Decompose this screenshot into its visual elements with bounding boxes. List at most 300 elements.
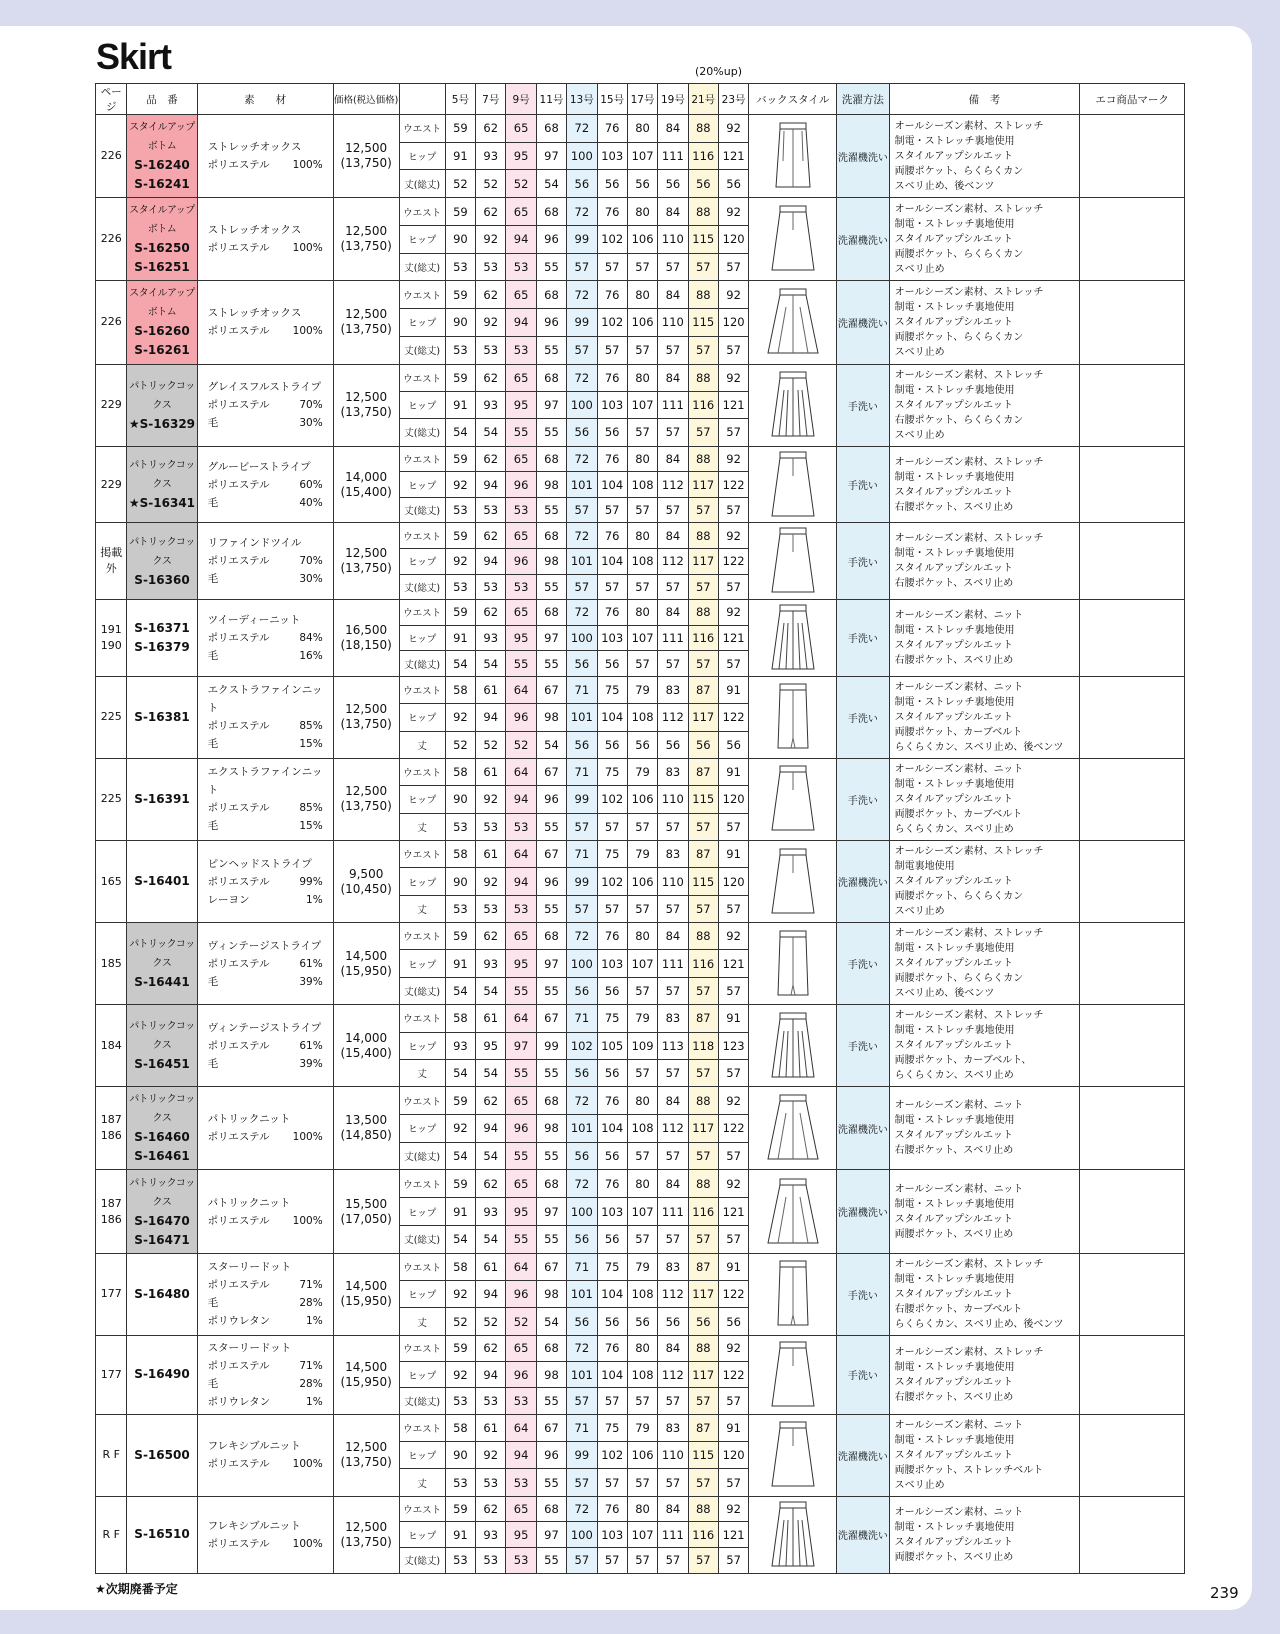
size-value: 57	[718, 1142, 748, 1170]
size-value: 87	[688, 676, 718, 703]
size-value: 93	[476, 1198, 506, 1226]
size-value: 94	[476, 1115, 506, 1143]
size-value: 84	[658, 1496, 688, 1522]
material-line	[208, 396, 333, 414]
note-line: オールシーズン素材、ストレッチ	[894, 456, 1044, 468]
size-value: 71	[567, 1414, 597, 1441]
size-value: 54	[445, 1142, 475, 1170]
size-value: 72	[567, 600, 597, 626]
size-value: 111	[658, 1522, 688, 1548]
eco-mark-cell	[1080, 1087, 1185, 1170]
product-code-cell	[127, 115, 197, 198]
note-line: スタイルアップシルエット	[894, 639, 1013, 651]
material-line	[208, 1517, 333, 1535]
size-value: 68	[536, 1496, 566, 1522]
measure-label: 丈(総丈)	[399, 497, 445, 523]
size-value: 117	[688, 1115, 718, 1143]
size-value: 107	[627, 142, 657, 170]
note-line: オールシーズン素材、ストレッチ	[894, 286, 1044, 298]
price: 12,500	[345, 224, 388, 239]
product-page-cell	[96, 523, 127, 600]
material-name: 毛	[207, 1297, 219, 1310]
material-line	[208, 1212, 333, 1230]
size-value: 68	[536, 1335, 566, 1361]
skirt-back-illustration	[749, 370, 836, 440]
back-style-cell	[749, 600, 837, 677]
size-value: 64	[506, 1414, 536, 1441]
price-tax: (13,750)	[340, 322, 392, 337]
back-style-cell	[749, 115, 837, 198]
material-line	[208, 717, 333, 735]
size-value: 112	[658, 704, 688, 731]
material-name: ポリエステル	[207, 875, 270, 888]
header-size: 15号	[597, 84, 627, 115]
note-line: 両腰ポケット、カーブベルト	[894, 726, 1023, 738]
note-cell	[889, 600, 1080, 677]
price: 9,500	[348, 866, 384, 881]
size-value: 57	[718, 1469, 748, 1496]
size-value: 54	[445, 977, 475, 1004]
measure-label: 丈(総丈)	[399, 651, 445, 677]
series-name: パトリックコックス	[129, 939, 195, 970]
size-value: 100	[567, 950, 597, 977]
size-value: 53	[476, 895, 506, 922]
note-line: 右腰ポケット、スベリ止め	[894, 1391, 1014, 1403]
note-cell	[889, 1253, 1080, 1335]
note-line: 右腰ポケット、スベリ止め	[894, 578, 1014, 590]
page-ref: 掲載外	[100, 546, 123, 576]
size-value: 96	[506, 1362, 536, 1388]
material-name: リファインドツイル	[207, 537, 302, 550]
size-value: 53	[476, 497, 506, 523]
measure-label: ヒップ	[399, 548, 445, 574]
size-value: 53	[476, 336, 506, 364]
size-value: 57	[597, 497, 627, 523]
wash-method: 手洗い	[837, 758, 889, 840]
material-line	[208, 817, 333, 835]
price: 14,500	[345, 948, 388, 963]
size-value: 94	[506, 1441, 536, 1468]
wash-method: 手洗い	[837, 923, 889, 1005]
size-value: 53	[445, 1469, 475, 1496]
size-value: 56	[567, 977, 597, 1004]
note-cell	[889, 198, 1080, 281]
size-value: 54	[476, 1059, 506, 1086]
product-code: S-16461	[134, 1149, 190, 1164]
size-value: 57	[658, 977, 688, 1004]
note-line: 制電・ストレッチ裏地使用	[894, 1025, 1015, 1037]
page-ref: 229	[100, 477, 122, 491]
size-value: 57	[688, 497, 718, 523]
material-line	[208, 611, 333, 629]
price-cell	[333, 1414, 399, 1496]
size-value: 90	[445, 868, 475, 895]
table-row	[96, 923, 1185, 950]
size-value: 53	[445, 336, 475, 364]
measure-label: 丈(総丈)	[399, 1547, 445, 1573]
material-name: ポリエステル	[207, 957, 270, 970]
measure-label: ヒップ	[399, 868, 445, 895]
size-value: 92	[718, 281, 748, 309]
size-value: 62	[476, 115, 506, 143]
material-line	[208, 1110, 333, 1128]
size-value: 55	[536, 1142, 566, 1170]
size-value: 56	[597, 1308, 627, 1335]
header-note: 備 考	[889, 84, 1080, 115]
material-line	[208, 322, 333, 340]
size-value: 79	[627, 1005, 657, 1032]
size-value: 116	[688, 1198, 718, 1226]
material-name: ポリエステル	[207, 1131, 270, 1144]
size-value: 104	[597, 548, 627, 574]
size-value: 88	[688, 1335, 718, 1361]
product-code: S-16401	[134, 874, 190, 889]
size-value: 53	[506, 813, 536, 840]
measure-label: ウエスト	[399, 1414, 445, 1441]
size-value: 57	[658, 1469, 688, 1496]
size-value: 102	[597, 868, 627, 895]
size-value: 59	[445, 1335, 475, 1361]
size-value: 95	[506, 142, 536, 170]
size-value: 80	[627, 446, 657, 472]
price-tax: (13,750)	[340, 799, 392, 814]
size-value: 68	[536, 1170, 566, 1198]
size-value: 92	[445, 704, 475, 731]
size-value: 54	[476, 977, 506, 1004]
size-value: 57	[718, 1388, 748, 1414]
back-style-cell	[749, 198, 837, 281]
product-code: S-16510	[134, 1527, 190, 1542]
size-value: 62	[476, 1496, 506, 1522]
size-value: 91	[718, 758, 748, 785]
series-name: パトリックコックス	[129, 1021, 195, 1052]
size-value: 68	[536, 115, 566, 143]
size-value: 56	[597, 170, 627, 198]
eco-mark-cell	[1080, 1170, 1185, 1253]
material-cell	[197, 1087, 333, 1170]
size-value: 111	[658, 142, 688, 170]
material-ratio: 16%	[299, 649, 323, 662]
size-value: 80	[627, 1335, 657, 1361]
size-value: 65	[506, 364, 536, 391]
material-ratio: 1%	[306, 1315, 323, 1328]
note-cell	[889, 1170, 1080, 1253]
size-value: 92	[445, 1362, 475, 1388]
size-value: 62	[476, 1087, 506, 1115]
size-value: 94	[476, 1362, 506, 1388]
series-name: パトリックコックス	[129, 460, 195, 491]
page-ref: 225	[100, 792, 122, 806]
wash-method: 手洗い	[837, 600, 889, 677]
size-value: 54	[476, 651, 506, 677]
eco-mark-cell	[1080, 758, 1185, 840]
size-value: 75	[597, 1253, 627, 1280]
product-code: S-16441	[134, 975, 190, 990]
size-value: 94	[506, 225, 536, 253]
material-ratio: 85%	[299, 802, 323, 815]
header-size: 11号	[536, 84, 566, 115]
note-line: 制電・ストレッチ裏地使用	[894, 943, 1015, 955]
material-line	[208, 1258, 333, 1276]
size-value: 57	[567, 1469, 597, 1496]
page-ref: 191	[100, 622, 122, 636]
product-code-cell	[127, 758, 197, 840]
material-line	[208, 534, 333, 552]
material-cell	[197, 198, 333, 281]
size-value: 80	[627, 523, 657, 549]
size-value: 91	[718, 1005, 748, 1032]
size-value: 57	[688, 1388, 718, 1414]
header-page: ページ	[96, 84, 127, 115]
size-value: 71	[567, 1005, 597, 1032]
size-value: 56	[567, 1059, 597, 1086]
product-code: S-16490	[134, 1367, 190, 1382]
size-value: 101	[567, 472, 597, 498]
size-value: 91	[445, 625, 475, 651]
size-value: 57	[597, 813, 627, 840]
size-value: 53	[476, 813, 506, 840]
size-value: 122	[718, 1362, 748, 1388]
skirt-back-illustration	[749, 847, 836, 917]
size-value: 57	[688, 651, 718, 677]
size-value: 107	[627, 950, 657, 977]
header-price: 価格(税込価格)	[333, 84, 399, 115]
product-code-cell	[127, 600, 197, 677]
size-value: 111	[658, 391, 688, 418]
product-code: S-16391	[134, 791, 190, 806]
size-value: 68	[536, 523, 566, 549]
size-value: 91	[718, 1253, 748, 1280]
material-name: ストレッチオックス	[207, 224, 302, 237]
measure-label: ヒップ	[399, 1032, 445, 1059]
size-value: 57	[627, 1142, 657, 1170]
price-tax: (17,050)	[340, 1211, 392, 1226]
size-value: 90	[445, 786, 475, 813]
size-value: 55	[536, 497, 566, 523]
material-cell	[197, 600, 333, 677]
size-value: 59	[445, 198, 475, 226]
table-row	[96, 600, 1185, 626]
size-value: 113	[658, 1032, 688, 1059]
size-value: 72	[567, 1335, 597, 1361]
material-line	[208, 570, 333, 588]
size-value: 88	[688, 446, 718, 472]
size-value: 108	[627, 472, 657, 498]
size-value: 65	[506, 1335, 536, 1361]
wash-method: 洗濯機洗い	[837, 1414, 889, 1496]
size-value: 88	[688, 523, 718, 549]
size-value: 53	[445, 1547, 475, 1573]
material-name: ツイーディーニット	[207, 613, 301, 626]
size-value: 120	[718, 309, 748, 337]
series-name: パトリックコックス	[129, 536, 195, 567]
material-name: ストレッチオックス	[207, 307, 302, 320]
size-value: 53	[506, 895, 536, 922]
material-name: エクストラファインニット	[207, 684, 323, 715]
size-value: 56	[567, 1308, 597, 1335]
size-value: 90	[445, 225, 475, 253]
size-value: 55	[506, 977, 536, 1004]
note-cell	[889, 446, 1080, 523]
back-style-cell	[749, 364, 837, 446]
size-value: 97	[506, 1032, 536, 1059]
size-value: 87	[688, 1005, 718, 1032]
material-ratio: 1%	[306, 893, 323, 906]
size-value: 52	[506, 1308, 536, 1335]
price: 14,500	[345, 1359, 388, 1374]
note-line: オールシーズン素材、ストレッチ	[894, 846, 1044, 858]
size-value: 92	[718, 115, 748, 143]
size-value: 59	[445, 600, 475, 626]
size-value: 102	[597, 309, 627, 337]
measure-label: 丈(総丈)	[399, 336, 445, 364]
table-row	[96, 758, 1185, 785]
footnote: ★次期廃番予定	[95, 1582, 178, 1596]
size-value: 57	[627, 1469, 657, 1496]
product-page-cell	[96, 1087, 127, 1170]
size-value: 52	[506, 731, 536, 758]
price-tax: (15,950)	[340, 1374, 392, 1389]
measure-label: 丈	[399, 1469, 445, 1496]
size-value: 92	[718, 1170, 748, 1198]
skirt-back-illustration	[749, 450, 836, 520]
price: 14,000	[345, 469, 388, 484]
note-line: オールシーズン素材、ストレッチ	[894, 1258, 1044, 1270]
measure-label: ヒップ	[399, 625, 445, 651]
price-cell	[333, 446, 399, 523]
note-line: スタイルアップシルエット	[894, 1130, 1013, 1142]
material-ratio: 100%	[292, 1131, 323, 1144]
size-value: 55	[536, 895, 566, 922]
material-name: ピンヘッドストライプ	[207, 857, 312, 870]
material-ratio: 15%	[299, 820, 323, 833]
page-ref: 165	[100, 874, 122, 888]
size-value: 88	[688, 923, 718, 950]
measure-label: ウエスト	[399, 1496, 445, 1522]
material-ratio: 99%	[299, 875, 323, 888]
size-value: 57	[718, 253, 748, 281]
size-value: 95	[506, 950, 536, 977]
material-ratio: 100%	[292, 1458, 323, 1471]
size-value: 57	[658, 574, 688, 600]
material-name: ポリエステル	[207, 1359, 270, 1372]
size-value: 55	[506, 1142, 536, 1170]
measure-label: ヒップ	[399, 704, 445, 731]
material-name: パトリックニット	[207, 1196, 291, 1209]
size-value: 57	[627, 1059, 657, 1086]
material-ratio: 1%	[306, 1395, 323, 1408]
price: 12,500	[345, 141, 388, 156]
product-page-cell	[96, 364, 127, 446]
material-cell	[197, 281, 333, 364]
product-page-cell	[96, 600, 127, 677]
measure-label: 丈(総丈)	[399, 1142, 445, 1170]
size-value: 117	[688, 548, 718, 574]
size-value: 56	[658, 170, 688, 198]
product-code: S-16360	[134, 572, 190, 587]
table-row	[96, 1335, 1185, 1361]
size-value: 98	[536, 1115, 566, 1143]
size-value: 57	[718, 895, 748, 922]
size-value: 56	[567, 419, 597, 446]
product-page-cell	[96, 1170, 127, 1253]
size-value: 83	[658, 758, 688, 785]
price-cell	[333, 676, 399, 758]
note-line: スタイルアップシルエット	[894, 793, 1013, 805]
material-ratio: 28%	[299, 1297, 323, 1310]
material-line	[208, 494, 333, 512]
table-row	[96, 115, 1185, 143]
size-value: 53	[506, 1469, 536, 1496]
size-value: 98	[536, 704, 566, 731]
measure-label: 丈	[399, 895, 445, 922]
size-value: 62	[476, 923, 506, 950]
material-name: 毛	[207, 1377, 219, 1390]
size-value: 57	[658, 419, 688, 446]
material-line	[208, 1455, 333, 1473]
table-row	[96, 1170, 1185, 1198]
material-line	[208, 973, 333, 991]
size-value: 88	[688, 364, 718, 391]
size-value: 96	[536, 786, 566, 813]
price-tax: (15,400)	[340, 484, 392, 499]
table-row	[96, 676, 1185, 703]
size-value: 91	[718, 676, 748, 703]
eco-mark-cell	[1080, 281, 1185, 364]
note-line: 右腰ポケット、スベリ止め	[894, 1145, 1014, 1157]
material-cell	[197, 1253, 333, 1335]
material-name: 毛	[207, 738, 219, 751]
size-value: 57	[597, 253, 627, 281]
note-line: スタイルアップシルエット	[894, 1376, 1013, 1388]
material-name: ストレッチオックス	[207, 141, 302, 154]
size-value: 76	[597, 1170, 627, 1198]
size-value: 97	[536, 142, 566, 170]
header-eco: エコ商品マーク	[1080, 84, 1185, 115]
series-name: スタイルアップボトム	[129, 122, 195, 153]
size-value: 68	[536, 1087, 566, 1115]
size-value: 108	[627, 1362, 657, 1388]
back-style-cell	[749, 1087, 837, 1170]
measure-label: ウエスト	[399, 600, 445, 626]
back-style-cell	[749, 1005, 837, 1087]
material-name: ポリエステル	[207, 325, 270, 338]
measure-label: ウエスト	[399, 1335, 445, 1361]
size-value: 94	[506, 868, 536, 895]
header-code: 品 番	[127, 84, 197, 115]
size-value: 56	[627, 731, 657, 758]
material-ratio: 100%	[292, 159, 323, 172]
material-line	[208, 937, 333, 955]
size-value: 121	[718, 625, 748, 651]
size-value: 53	[476, 1388, 506, 1414]
product-page-cell	[96, 281, 127, 364]
size-value: 55	[506, 1225, 536, 1253]
size-value: 57	[627, 574, 657, 600]
page-ref: 226	[100, 149, 122, 163]
size-value: 122	[718, 472, 748, 498]
size-value: 110	[658, 786, 688, 813]
size-value: 57	[718, 419, 748, 446]
product-code: S-16241	[134, 177, 190, 192]
size-value: 56	[567, 731, 597, 758]
size-value: 57	[688, 1547, 718, 1573]
size-value: 57	[567, 574, 597, 600]
size-value: 59	[445, 115, 475, 143]
skirt-back-illustration	[749, 1340, 836, 1410]
size-value: 68	[536, 446, 566, 472]
size-value: 110	[658, 868, 688, 895]
